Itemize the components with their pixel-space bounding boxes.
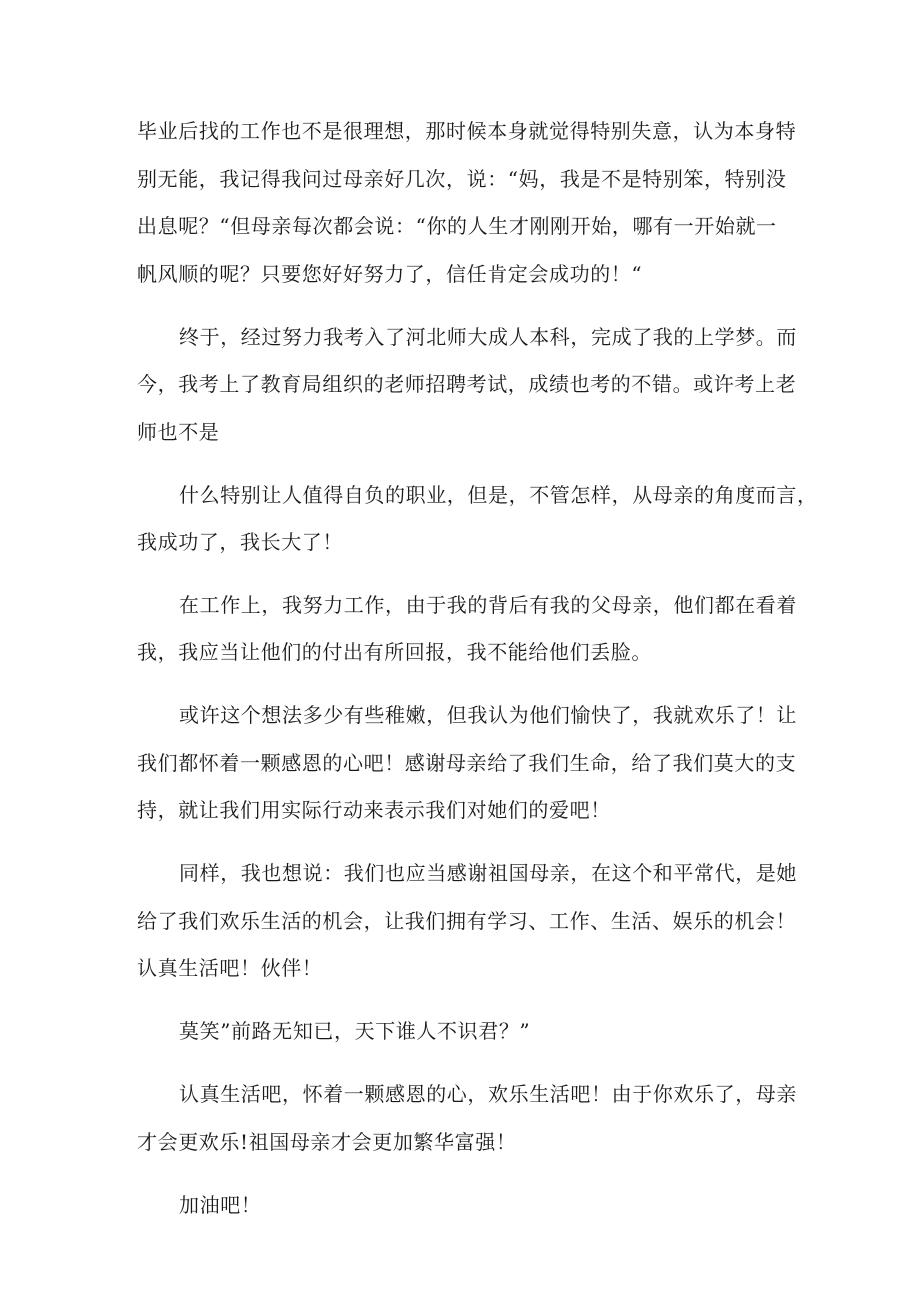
paragraph-7-line-1: 莫笑”前路无知已，天下谁人不识君？” (179, 1019, 531, 1043)
paragraph-6-line-2: 给了我们欢乐生活的机会，让我们拥有学习、工作、生活、娱乐的机会！ (137, 909, 797, 933)
paragraph-4-line-2: 我，我应当让他们的付出有所回报，我不能给他们丢脸。 (137, 640, 652, 664)
paragraph-1-line-4: 帆风顺的呢？只要您好好努力了，信任肯定会成功的！“ (137, 262, 643, 286)
paragraph-5-line-3: 持，就让我们用实际行动来表示我们对她们的爱吧！ (137, 798, 611, 822)
paragraph-1-line-3: 出息呢？“但母亲每次都会说：“你的人生才刚刚开始，哪有一开始就一 (137, 214, 777, 238)
paragraph-4-line-1: 在工作上，我努力工作，由于我的背后有我的父母亲，他们都在看着 (179, 593, 797, 617)
paragraph-2-line-2: 今，我考上了教育局组织的老师招聘考试，成绩也考的不错。或许考上老 (137, 372, 797, 396)
paragraph-2-line-3: 师也不是 (137, 420, 220, 444)
paragraph-6-line-3: 认真生活吧！伙伴！ (137, 956, 323, 980)
paragraph-1-line-2: 别无能，我记得我问过母亲好几次，说：“妈，我是不是特别笨，特别没 (137, 167, 787, 191)
paragraph-3-line-1: 什么特别让人值得自负的职业，但是，不管怎样，从母亲的角度而言， (179, 483, 818, 507)
paragraph-5-line-1: 或许这个想法多少有些稚嫩，但我认为他们愉快了，我就欢乐了！让 (179, 703, 797, 727)
paragraph-5-line-2: 我们都怀着一颗感恩的心吧！感谢母亲给了我们生命，给了我们莫大的支 (137, 751, 797, 775)
paragraph-9-line-1: 加油吧！ (179, 1193, 262, 1217)
paragraph-2-line-1: 终于，经过努力我考入了河北师大成人本科，完成了我的上学梦。而 (179, 325, 797, 349)
paragraph-8-line-1: 认真生活吧，怀着一颗感恩的心，欢乐生活吧！由于你欢乐了，母亲 (179, 1082, 797, 1106)
paragraph-3-line-2: 我成功了，我长大了！ (137, 530, 343, 554)
paragraph-8-line-2: 才会更欢乐!祖国母亲才会更加繁华富强！ (137, 1130, 517, 1154)
paragraph-6-line-1: 同样，我也想说：我们也应当感谢祖国母亲，在这个和平常代，是她 (179, 861, 797, 885)
paragraph-1-line-1: 毕业后找的工作也不是很理想，那时候本身就觉得特别失意，认为本身特 (137, 119, 797, 143)
